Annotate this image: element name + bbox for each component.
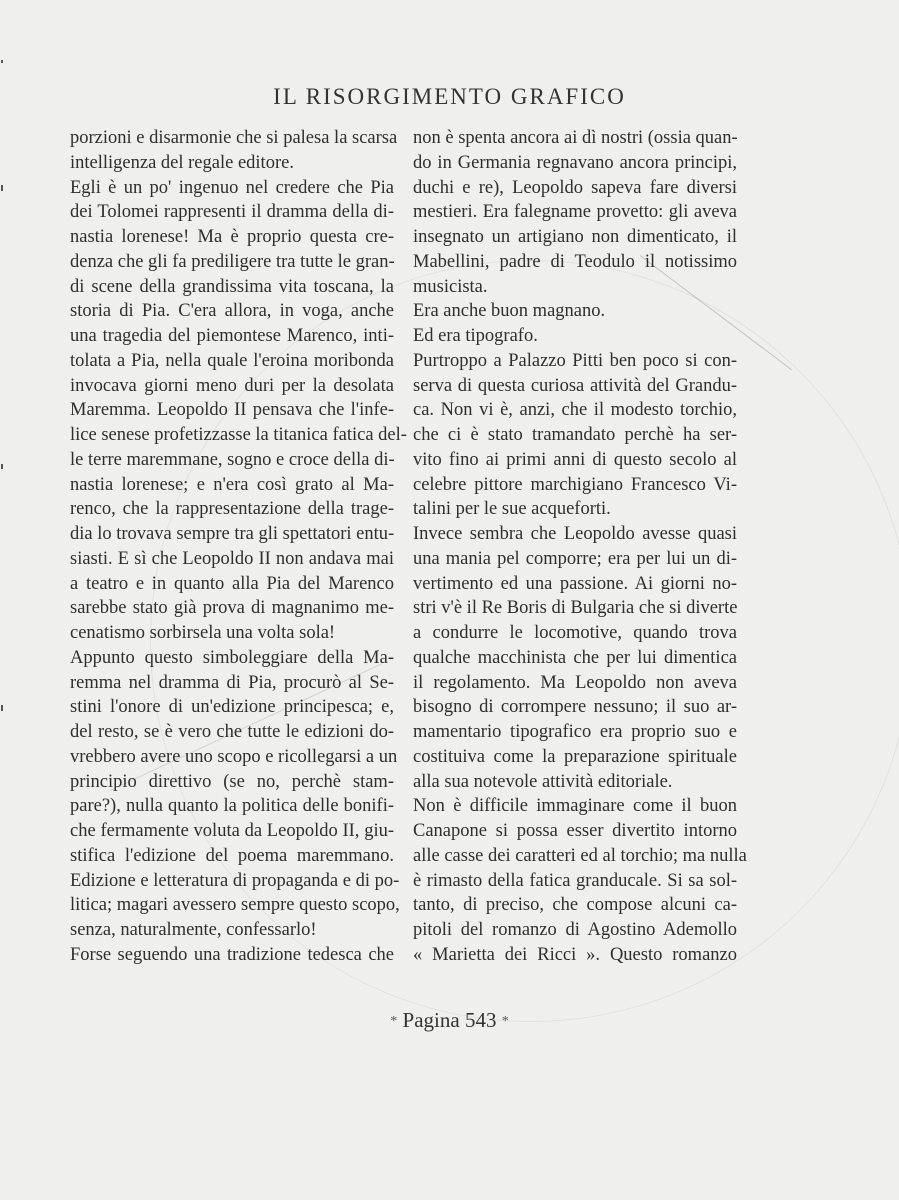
text-line: Egli è un po' ingenuo nel credere che Pia [70, 177, 394, 198]
text-line: Maremma. Leopoldo II pensava che l'infe- [70, 400, 394, 421]
binding-mark [1, 464, 3, 469]
text-line: storia di Pia. C'era allora, in voga, anche [70, 301, 394, 322]
text-line: a teatro e in quanto alla Pia del Marenco [70, 573, 394, 594]
text-line: dia lo trovava sempre tra gli spettatori entu- [70, 524, 395, 544]
text-line: non è spenta ancora ai dì nostri (ossia quan- [413, 128, 738, 148]
text-line: tanto, di preciso, che compose alcuni ca- [413, 895, 737, 916]
text-line: celebre pittore marchigiano Francesco Vi- [413, 474, 737, 495]
text-line: vertimento ed una passione. Ai giorni no- [413, 573, 737, 594]
text-line: che ci è stato tramandato perchè ha ser- [413, 425, 737, 445]
text-column-left [70, 126, 407, 968]
text-line: Edizione e letteratura di propaganda e di po- [70, 870, 400, 891]
text-line: una mania pel comporre; era per lui un di- [413, 548, 737, 569]
text-column-right [413, 126, 747, 968]
text-line: principio direttivo (se no, perchè stam- [70, 771, 394, 792]
text-line: invocava giorni meno duri per la desolata [70, 375, 394, 396]
text-line: Appunto questo simboleggiare della Ma- [70, 647, 394, 668]
text-line: duchi e re), Leopoldo sapeva fare diversi [413, 177, 737, 198]
text-line: siasti. E sì che Leopoldo II non andava mai [70, 548, 394, 569]
text-line: intelligenza del regale editore. [70, 152, 294, 173]
text-line: renco, che la rappresentazione della trage- [70, 499, 394, 520]
text-line: mamentario tipografico era proprio suo e [413, 722, 737, 742]
text-line: stifica l'edizione del poema maremmano. [70, 845, 394, 866]
text-line: serva di questa curiosa attività del Grandu- [413, 375, 737, 396]
binding-mark [1, 705, 3, 711]
text-line: Canapone si possa esser divertito intorno [413, 821, 737, 841]
text-line: stri v'è il Re Boris di Bulgaria che si diverte [413, 598, 738, 619]
text-line: Non è difficile immaginare come il buon [413, 796, 737, 817]
text-line: tolata a Pia, nella quale l'eroina moribonda [70, 350, 394, 371]
text-line: bisogno di corrompere nessuno; il suo ar- [413, 697, 737, 718]
text-line: è rimasto della fatica granducale. Si sa sol- [413, 870, 737, 891]
text-line: ca. Non vi è, anzi, che il modesto torchio, [413, 400, 737, 421]
text-line: le terre maremmane, sogno e croce della di- [70, 449, 395, 470]
text-line: pitoli del romanzo di Agostino Ademollo [413, 920, 737, 940]
text-line: senza, naturalmente, confessarlo! [70, 920, 317, 940]
text-line: nastia lorenese; e n'era così grato al Ma- [70, 474, 394, 495]
text-line: Ed era tipografo. [413, 326, 538, 346]
text-line: a condurre le locomotive, quando trova [413, 623, 737, 643]
text-line: di scene della grandissima vita toscana, la [70, 276, 394, 297]
text-line: Invece sembra che Leopoldo avesse quasi [413, 524, 737, 544]
text-line: dei Tolomei rappresenti il dramma della di- [70, 202, 394, 223]
text-line: stini l'onore di un'edizione principesca; e, [70, 697, 394, 718]
text-line: remma nel dramma di Pia, procurò al Se- [70, 672, 394, 693]
text-line: che fermamente voluta da Leopoldo II, giu- [70, 821, 394, 841]
text-line: Forse seguendo una tradizione tedesca che [70, 944, 394, 965]
text-line: insegnato un artigiano non dimenticato, il [413, 227, 737, 247]
binding-mark [1, 60, 3, 63]
text-line: vrebbero avere uno scopo e ricollegarsi a un [70, 746, 398, 767]
text-line: « Marietta dei Ricci ». Questo romanzo [413, 944, 737, 965]
ornament-star: * [501, 1014, 509, 1029]
text-line: vito fino ai primi anni di questo secolo al [413, 449, 737, 470]
text-line: il regolamento. Ma Leopoldo non aveva [413, 672, 737, 693]
binding-mark [1, 185, 3, 191]
text-line: alla sua notevole attività editoriale. [413, 771, 673, 792]
text-line: alle casse dei caratteri ed al torchio; ma nulla [413, 845, 747, 866]
page-footer [0, 1008, 899, 1033]
text-line: denza che gli fa prediligere tra tutte le gran- [70, 251, 395, 272]
ornament-star: * [390, 1014, 398, 1029]
text-line: Purtroppo a Palazzo Pitti ben poco si con- [413, 350, 737, 371]
text-line: mestieri. Era falegname provetto: gli aveva [413, 202, 737, 223]
text-line: pare?), nulla quanto la politica delle bonifi- [70, 796, 394, 817]
text-line: porzioni e disarmonie che si palesa la scarsa [70, 128, 398, 148]
text-line: cenatismo sorbirsela una volta sola! [70, 623, 336, 643]
text-line: lice senese profetizzasse la titanica fatica del- [70, 425, 407, 445]
text-line: Mabellini, padre di Teodulo il notissimo [413, 251, 737, 272]
text-line: qualche macchinista che per lui dimentica [413, 647, 737, 668]
text-line: costituiva come la preparazione spirituale [413, 746, 737, 767]
text-line: musicista. [413, 276, 488, 297]
text-line: Era anche buon magnano. [413, 301, 606, 322]
running-head: IL RISORGIMENTO GRAFICO [273, 84, 626, 109]
text-line: del resto, se è vero che tutte le edizioni do- [70, 722, 394, 742]
text-line: nastia lorenese! Ma è proprio questa cre- [70, 227, 394, 247]
text-line: do in Germania regnavano ancora principi, [413, 152, 737, 173]
text-line: una tragedia del piemontese Marenco, inti- [70, 326, 394, 346]
text-line: sarebbe stato già prova di magnanimo me- [70, 598, 394, 619]
page-number-label: Pagina 543 [402, 1008, 497, 1032]
text-line: talini per le sue acqueforti. [413, 499, 611, 520]
text-line: litica; magari avessero sempre questo scopo, [70, 895, 400, 916]
